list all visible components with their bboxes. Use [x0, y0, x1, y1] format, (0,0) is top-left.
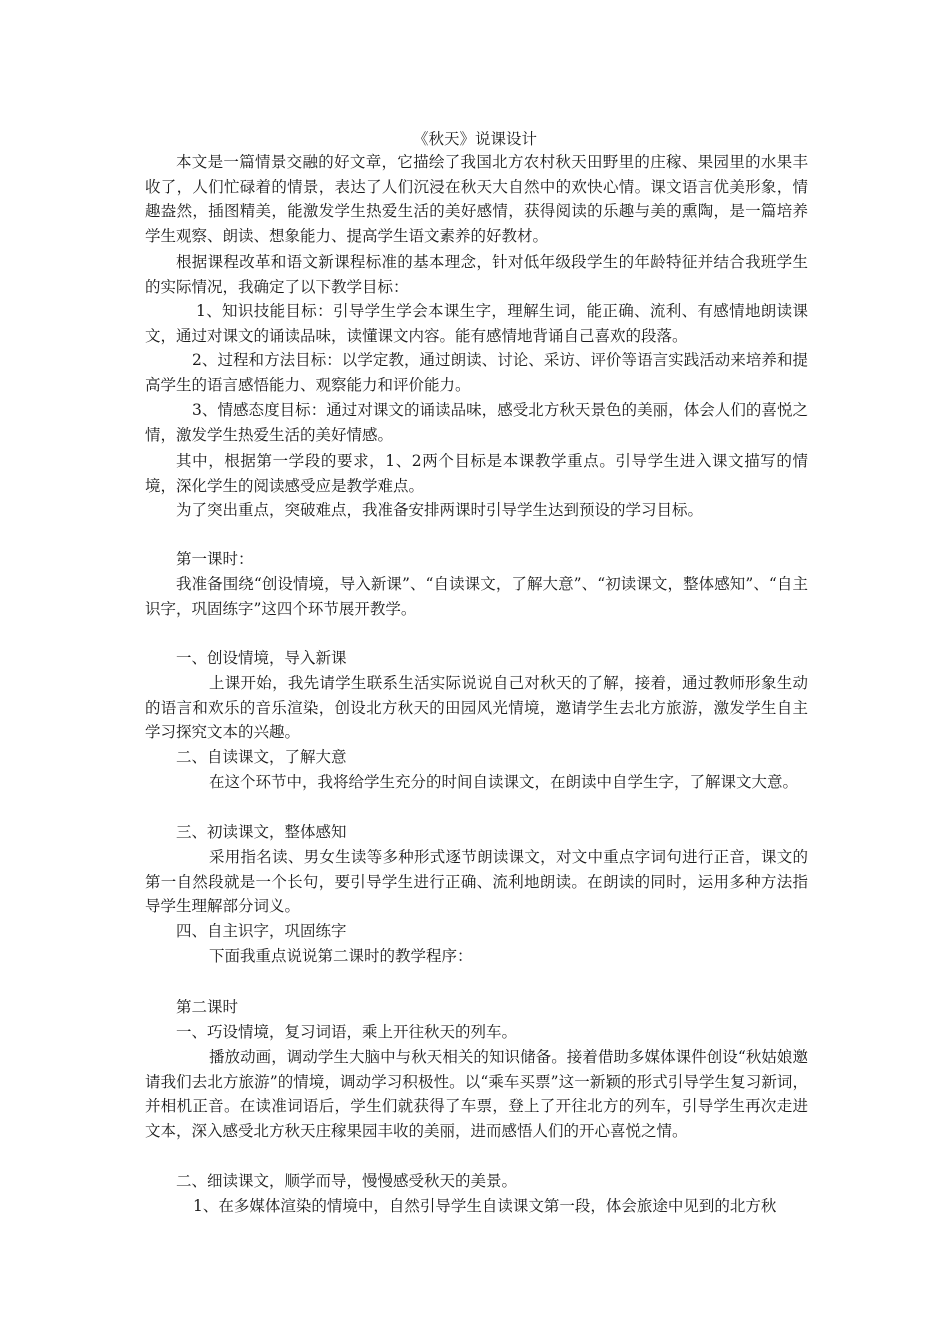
heading-step-4: 四、自主识字，巩固练字 — [176, 922, 347, 940]
heading-step-3: 三、初读课文，整体感知 — [176, 823, 347, 841]
paragraph-step-1: 上课开始，我先请学生联系生活实际说说自己对秋天的了解，接着，通过教师形象生动的语言和欢乐的音乐渲染，创设北方秋天的田园风光情境，邀请学生去北方旅游，激发学生自主学习探究文本的兴趣。 — [145, 674, 808, 742]
heading-lesson-2: 第二课时 — [176, 998, 239, 1016]
paragraph-intro: 本文是一篇情景交融的好文章，它描绘了我国北方农村秋天田野里的庄稼、果园里的水果丰收了，人们忙碌着的情景，表达了人们沉浸在秋天大自然中的欢快心情。课文语言优美形象，情趣盎然，插图精美，能激发学生热爱生活的美好感情，获得阅读的乐趣与美的熏陶，是一篇培养学生观察、朗读、想象能力、提高学生语文素养的好教材。 — [145, 153, 808, 245]
paragraph-lesson-2-step-1: 播放动画，调动学生大脑中与秋天相关的知识储备。接着借助多媒体课件创设“秋姑娘邀请我们去北方旅游”的情境，调动学习积极性。以“乘车买票”这一新颖的形式引导学生复习新词，并相机正音。在读准词语后，学生们就获得了车票，登上了开往北方的列车，引导学生再次走进文本，深入感受北方秋天庄稼果园丰收的美丽，进而感悟人们的开心喜悦之情。 — [145, 1048, 808, 1140]
heading-lesson-2-step-1: 一、巧设情境，复习词语，乘上开往秋天的列车。 — [176, 1023, 518, 1041]
document-title: 《秋天》说课设计 — [412, 130, 537, 148]
heading-step-1: 一、创设情境，导入新课 — [176, 649, 347, 667]
paragraph-goals-intro: 根据课程改革和语文新课程标准的基本理念，针对低年级段学生的年龄特征并结合我班学生的实际情况，我确定了以下教学目标： — [145, 253, 808, 296]
heading-lesson-2-step-2: 二、细读课文，顺学而导，慢慢感受秋天的美景。 — [176, 1172, 518, 1190]
paragraph-key-points: 其中，根据第一学段的要求，1、2两个目标是本课教学重点。引导学生进入课文描写的情境，深化学生的阅读感受应是教学难点。 — [145, 452, 808, 495]
paragraph-step-2: 在这个环节中，我将给学生充分的时间自读课文，在朗读中自学生字，了解课文大意。 — [209, 773, 799, 791]
paragraph-step-3: 采用指名读、男女生读等多种形式逐节朗读课文，对文中重点字词句进行正音，课文的第一自然段就是一个长句，要引导学生进行正确、流利地朗读。在朗读的同时，运用多种方法指导学生理解部分词义。 — [145, 848, 808, 916]
paragraph-goal-3: 3、情感态度目标：通过对课文的诵读品味，感受北方秋天景色的美丽，体会人们的喜悦之情，激发学生热爱生活的美好情感。 — [145, 401, 808, 444]
heading-step-2: 二、自读课文，了解大意 — [176, 748, 347, 766]
paragraph-lesson-1-overview: 我准备围绕“创设情境，导入新课”、“自读课文，了解大意”、“初读课文，整体感知”、“自主识字，巩固练字”这四个环节展开教学。 — [145, 575, 808, 618]
paragraph-step-4: 下面我重点说说第二课时的教学程序： — [209, 947, 473, 965]
paragraph-plan: 为了突出重点，突破难点，我准备安排两课时引导学生达到预设的学习目标。 — [176, 501, 704, 519]
paragraph-goal-1: 1、知识技能目标：引导学生学会本课生字，理解生词，能正确、流利、有感情地朗读课文，通过对课文的诵读品味，读懂课文内容。能有感情地背诵自己喜欢的段落。 — [145, 302, 808, 345]
paragraph-lesson-2-step-2-item-1: 1、在多媒体渲染的情境中，自然引导学生自读课文第一段，体会旅途中见到的北方秋 — [193, 1197, 777, 1215]
heading-lesson-1: 第一课时： — [176, 550, 254, 568]
paragraph-goal-2: 2、过程和方法目标：以学定教，通过朗读、讨论、采访、评价等语言实践活动来培养和提高学生的语言感悟能力、观察能力和评价能力。 — [145, 351, 808, 394]
